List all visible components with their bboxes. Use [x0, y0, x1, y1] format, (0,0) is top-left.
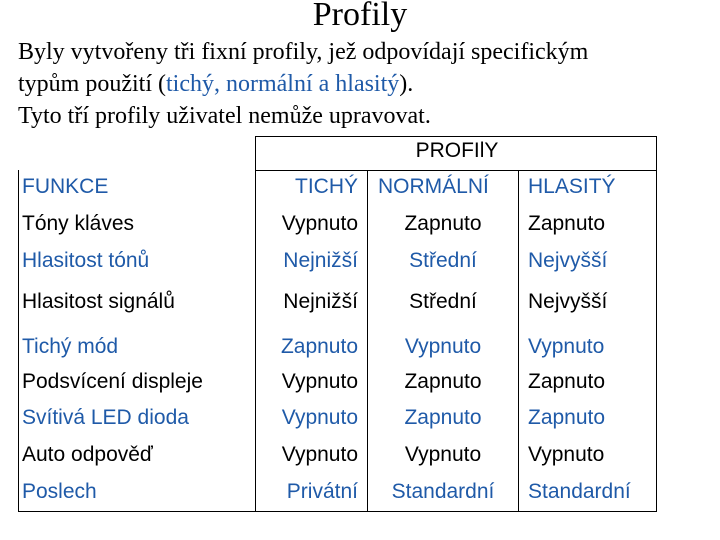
row-normal-value: Střední [409, 290, 477, 313]
intro-line-2-profiles: tichý, normální a hlasitý [165, 71, 400, 97]
table-bottom-line [18, 511, 657, 512]
header-silent: TICHÝ [295, 175, 358, 198]
table-divider-right [656, 136, 657, 512]
row-loud-value: Vypnuto [528, 443, 605, 466]
table-top-line [255, 136, 657, 137]
row-label: Tóny kláves [22, 212, 135, 235]
row-label: Poslech [22, 480, 97, 503]
row-silent-value: Zapnuto [280, 335, 358, 358]
row-label: Auto odpověď [22, 443, 153, 466]
row-loud-value: Zapnuto [528, 406, 606, 429]
row-label: Hlasitost signálů [22, 290, 175, 313]
row-silent-value: Nejnižší [283, 290, 358, 313]
row-silent-value: Privátní [286, 480, 358, 503]
intro-line-3: Tyto tří profily uživatel nemůže upravovat. [18, 103, 431, 129]
profiles-group-header: PROFIlY [415, 139, 499, 162]
table-divider-outer [18, 170, 19, 512]
row-silent-value: Vypnuto [281, 212, 358, 235]
header-function: FUNKCE [22, 175, 109, 198]
table-header-line [255, 170, 657, 171]
table-divider-mid-2 [518, 170, 519, 512]
row-loud-value: Standardní [528, 480, 631, 503]
page-title: Profily [312, 0, 408, 33]
row-loud-value: Nejvyšší [528, 249, 608, 272]
row-loud-value: Nejvyšší [528, 290, 608, 313]
row-silent-value: Nejnižší [283, 249, 358, 272]
row-silent-value: Vypnuto [281, 443, 358, 466]
header-normal: NORMÁLNÍ [378, 175, 489, 198]
row-normal-value: Zapnuto [404, 370, 482, 393]
intro-line-2-start: typům použití ( [18, 71, 166, 97]
row-silent-value: Vypnuto [281, 406, 358, 429]
table-divider-left [255, 136, 256, 512]
row-label: Hlasitost tónů [22, 249, 150, 272]
row-normal-value: Zapnuto [404, 212, 482, 235]
intro-line-1: Byly vytvořeny tři fixní profily, jež odpovídají specifickým [18, 39, 589, 65]
row-normal-value: Střední [409, 249, 477, 272]
row-normal-value: Standardní [391, 480, 495, 503]
row-normal-value: Vypnuto [404, 335, 482, 358]
row-loud-value: Zapnuto [528, 212, 606, 235]
row-label: Tichý mód [22, 335, 119, 358]
row-label: Svítivá LED dioda [22, 406, 189, 429]
row-normal-value: Zapnuto [404, 406, 482, 429]
row-silent-value: Vypnuto [281, 370, 358, 393]
row-loud-value: Vypnuto [528, 335, 605, 358]
row-normal-value: Vypnuto [404, 443, 482, 466]
row-loud-value: Zapnuto [528, 370, 606, 393]
intro-line-2-end: ). [399, 71, 414, 97]
row-label: Podsvícení displeje [22, 370, 203, 393]
table-divider-mid-1 [367, 170, 368, 512]
header-loud: HLASITÝ [528, 175, 616, 198]
